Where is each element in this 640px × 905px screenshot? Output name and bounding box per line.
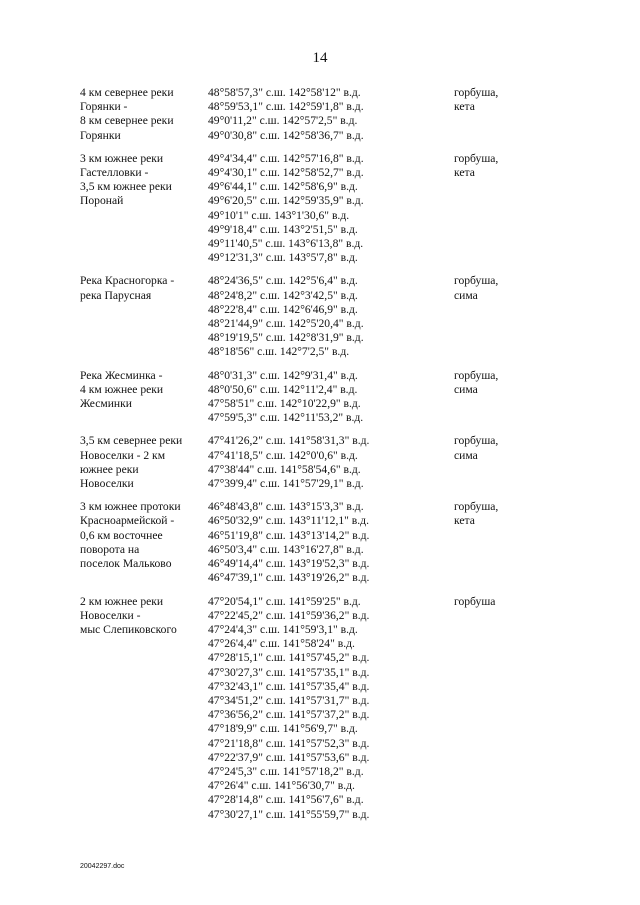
coordinate-line: 49°12'31,3" с.ш. 143°5'7,8" в.д. [208, 251, 358, 265]
coordinate-line: 48°0'31,3" с.ш. 142°9'31,4" в.д. [208, 368, 358, 382]
location-cell [80, 152, 208, 266]
location-line: мыс Слепиковского [80, 622, 177, 636]
fish-species-line: кета [454, 166, 475, 180]
fish-species-line: горбуша, [454, 86, 499, 99]
coordinate-line: 49°10'1" с.ш. 143°1'30,6" в.д. [208, 208, 350, 222]
fish-species-line: сима [454, 382, 478, 396]
table-row [80, 369, 580, 426]
coordinate-line: 47°41'26,2" с.ш. 141°58'31,3" в.д. [208, 434, 370, 448]
table-row [80, 152, 580, 266]
coordinate-line: 48°18'56" с.ш. 142°7'2,5" в.д. [208, 345, 350, 359]
coordinate-line: 47°34'51,2" с.ш. 141°57'31,7" в.д. [208, 693, 370, 707]
location-cell [80, 434, 208, 491]
location-cell [80, 369, 208, 426]
location-line: Горянки - [80, 100, 128, 114]
coordinate-line: 48°0'50,6" с.ш. 142°11'2,4" в.д. [208, 382, 358, 396]
coordinate-line: 47°32'43,1" с.ш. 141°57'35,4" в.д. [208, 679, 370, 693]
fish-species-line: горбуша, [454, 274, 499, 288]
table-row [80, 86, 580, 143]
coordinate-line: 46°48'43,8" с.ш. 143°15'3,3" в.д. [208, 500, 364, 514]
location-line: поселок Мальково [80, 557, 172, 571]
coordinate-line: 49°9'18,4" с.ш. 143°2'51,5" в.д. [208, 222, 358, 236]
coordinate-line: 49°6'44,1" с.ш. 142°58'6,9" в.д. [208, 180, 358, 194]
location-line: 4 км севернее реки [80, 86, 174, 99]
fish-species-line: горбуша [454, 594, 496, 608]
coordinate-line: 47°20'54,1" с.ш. 141°59'25" в.д. [208, 594, 361, 608]
coordinate-line: 47°28'15,1" с.ш. 141°57'45,2" в.д. [208, 651, 370, 665]
location-line: 0,6 км восточнее [80, 528, 163, 542]
coordinate-line: 49°4'34,4" с.ш. 142°57'16,8" в.д. [208, 151, 364, 165]
coordinate-line: 47°59'5,3" с.ш. 142°11'53,2" в.д. [208, 411, 364, 425]
fish-species-cell [454, 595, 574, 822]
table-row [80, 595, 580, 822]
coordinates-cell [208, 434, 454, 491]
fish-species-cell [454, 152, 574, 266]
location-line: 3 км южнее протоки [80, 500, 181, 514]
fish-species-cell [454, 434, 574, 491]
location-line: Новоселки - 2 км [80, 448, 166, 462]
fish-species-line: горбуша, [454, 434, 499, 448]
location-cell [80, 274, 208, 359]
coordinate-line: 47°24'5,3" с.ш. 141°57'18,2" в.д. [208, 764, 364, 778]
fishing-areas-table [80, 86, 580, 831]
coordinate-line: 49°6'20,5" с.ш. 142°59'35,9" в.д. [208, 194, 364, 208]
coordinate-line: 47°22'37,9" с.ш. 141°57'53,6" в.д. [208, 750, 370, 764]
fish-species-line: кета [454, 514, 475, 528]
location-line: Новоселки - [80, 608, 141, 622]
coordinate-line: 46°50'32,9" с.ш. 143°11'12,1" в.д. [208, 514, 369, 528]
fish-species-line: горбуша, [454, 368, 499, 382]
fish-species-cell [454, 369, 574, 426]
location-line: Поронай [80, 194, 124, 208]
fish-species-cell [454, 500, 574, 585]
coordinate-line: 46°50'3,4" с.ш. 143°16'27,8" в.д. [208, 542, 364, 556]
fish-species-line: сима [454, 288, 478, 302]
coordinate-line: 46°49'14,4" с.ш. 143°19'52,3" в.д. [208, 557, 370, 571]
coordinates-cell [208, 152, 454, 266]
coordinate-line: 46°47'39,1" с.ш. 143°19'26,2" в.д. [208, 571, 370, 585]
coordinate-line: 47°21'18,8" с.ш. 141°57'52,3" в.д. [208, 736, 370, 750]
coordinates-cell [208, 500, 454, 585]
location-line: 3,5 км южнее реки [80, 180, 172, 194]
coordinate-line: 48°21'44,9" с.ш. 142°5'20,4" в.д. [208, 317, 364, 331]
page-number: 14 [312, 50, 328, 66]
coordinate-line: 48°24'8,2" с.ш. 142°3'42,5" в.д. [208, 288, 358, 302]
location-line: южнее реки [80, 462, 139, 476]
coordinate-line: 47°26'4,4" с.ш. 141°58'24" в.д. [208, 637, 355, 651]
location-cell [80, 595, 208, 822]
coordinate-line: 48°19'19,5" с.ш. 142°8'31,9" в.д. [208, 331, 364, 345]
location-line: Жесминки [80, 397, 132, 411]
coordinate-line: 49°4'30,1" с.ш. 142°58'52,7" в.д. [208, 166, 364, 180]
fish-species-cell [454, 274, 574, 359]
coordinate-line: 47°30'27,3" с.ш. 141°57'35,1" в.д. [208, 665, 370, 679]
coordinate-line: 49°0'30,8" с.ш. 142°58'36,7" в.д. [208, 128, 364, 142]
coordinate-line: 48°22'8,4" с.ш. 142°6'46,9" в.д. [208, 302, 358, 316]
coordinates-cell [208, 369, 454, 426]
coordinate-line: 47°22'45,2" с.ш. 141°59'36,2" в.д. [208, 608, 370, 622]
coordinates-cell [208, 274, 454, 359]
location-line: поворота на [80, 542, 140, 556]
fish-species-line: кета [454, 100, 475, 114]
location-line: 4 км южнее реки [80, 382, 164, 396]
location-line: 8 км севернее реки [80, 114, 174, 128]
location-line: река Парусная [80, 288, 152, 302]
coordinate-line: 47°18'9,9" с.ш. 141°56'9,7" в.д. [208, 722, 358, 736]
location-line: Река Красногорка - [80, 274, 175, 288]
location-line: Гастелловки - [80, 166, 149, 180]
table-row [80, 500, 580, 585]
coordinates-cell [208, 595, 454, 822]
coordinate-line: 48°59'53,1" с.ш. 142°59'1,8" в.д. [208, 100, 364, 114]
location-line: Горянки [80, 128, 121, 142]
location-line: Река Жесминка - [80, 368, 163, 382]
fish-species-cell [454, 86, 574, 143]
coordinate-line: 47°24'4,3" с.ш. 141°59'3,1" в.д. [208, 622, 358, 636]
fish-species-line: горбуша, [454, 500, 499, 514]
coordinate-line: 49°11'40,5" с.ш. 143°6'13,8" в.д. [208, 237, 364, 251]
coordinate-line: 47°26'4" с.ш. 141°56'30,7" в.д. [208, 779, 355, 793]
coordinate-line: 49°0'11,2" с.ш. 142°57'2,5" в.д. [208, 114, 358, 128]
coordinate-line: 47°30'27,1" с.ш. 141°55'59,7" в.д. [208, 807, 370, 821]
coordinate-line: 47°38'44" с.ш. 141°58'54,6" в.д. [208, 462, 361, 476]
coordinate-line: 48°24'36,5" с.ш. 142°5'6,4" в.д. [208, 274, 358, 288]
location-line: Новоселки [80, 477, 134, 491]
coordinate-line: 48°58'57,3" с.ш. 142°58'12" в.д. [208, 86, 361, 99]
fish-species-line: сима [454, 448, 478, 462]
coordinates-cell [208, 86, 454, 143]
fish-species-line: горбуша, [454, 151, 499, 165]
coordinate-line: 47°28'14,8" с.ш. 141°56'7,6" в.д. [208, 793, 364, 807]
coordinate-line: 46°51'19,8" с.ш. 143°13'14,2" в.д. [208, 528, 370, 542]
location-cell [80, 86, 208, 143]
coordinate-line: 47°36'56,2" с.ш. 141°57'37,2" в.д. [208, 708, 370, 722]
table-row [80, 434, 580, 491]
coordinate-line: 47°39'9,4" с.ш. 141°57'29,1" в.д. [208, 477, 364, 491]
coordinate-line: 47°41'18,5" с.ш. 142°0'0,6" в.д. [208, 448, 358, 462]
location-line: 3 км южнее реки [80, 151, 164, 165]
location-line: Красноармейской - [80, 514, 175, 528]
location-line: 3,5 км севернее реки [80, 434, 183, 448]
coordinate-line: 47°58'51" с.ш. 142°10'22,9" в.д. [208, 397, 361, 411]
file-name-footer: 20042297.doc [80, 863, 125, 870]
location-line: 2 км южнее реки [80, 594, 164, 608]
location-cell [80, 500, 208, 585]
table-row [80, 274, 580, 359]
